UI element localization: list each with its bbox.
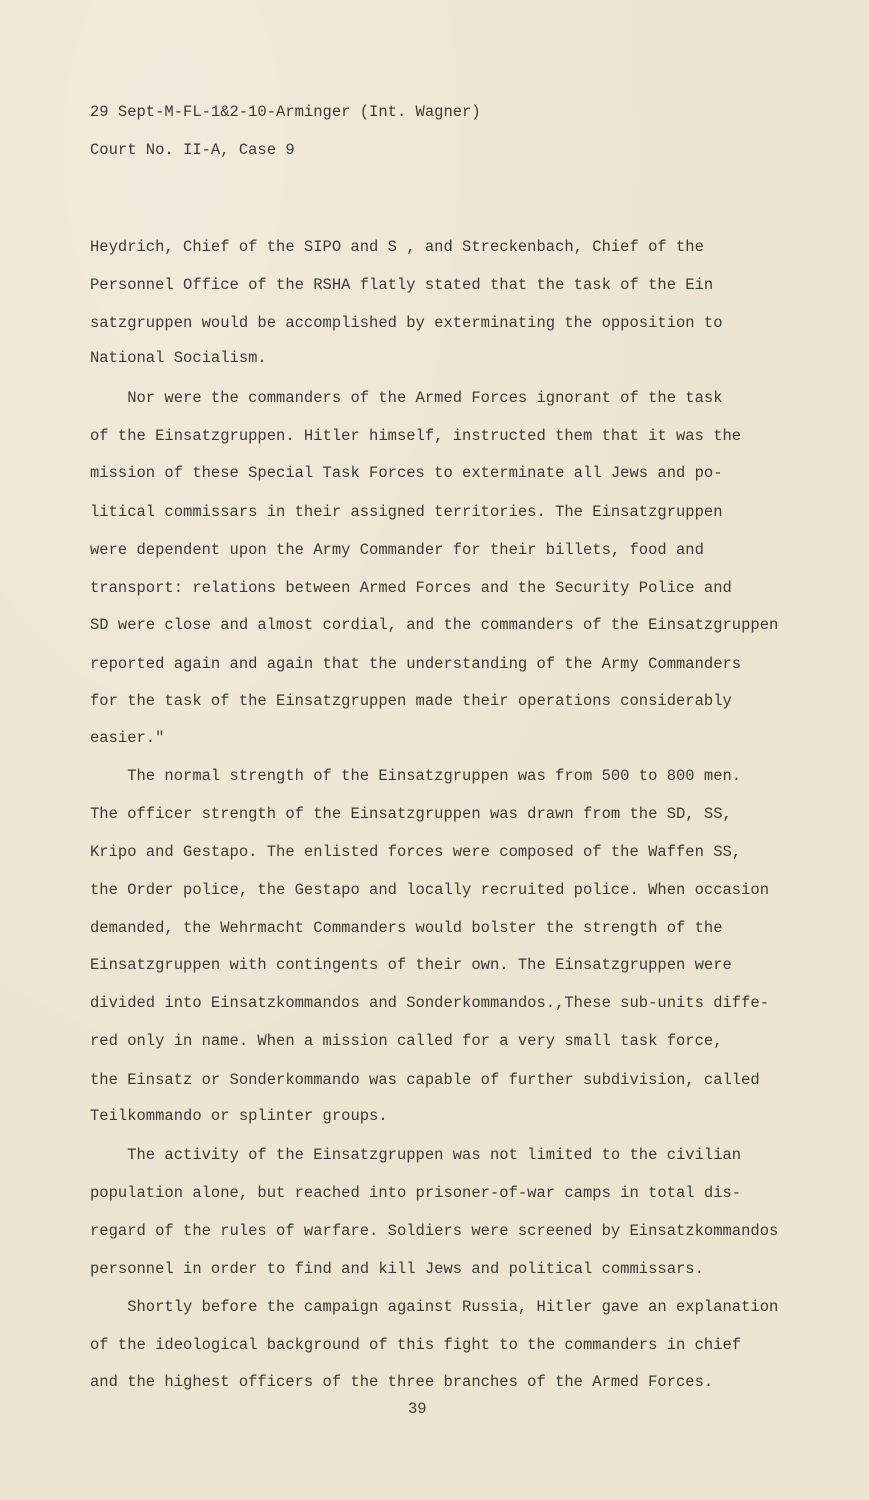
text-line: The activity of the Einsatzgruppen was not limited to the civilian xyxy=(90,1146,742,1164)
text-line: Personnel Office of the RSHA flatly stated that the task of the Ein xyxy=(90,276,714,294)
text-line: of the Einsatzgruppen. Hitler himself, instructed them that it was the xyxy=(90,427,742,445)
text-line: divided into Einsatzkommandos and Sonderkommandos.,These sub-units diffe- xyxy=(90,994,770,1012)
text-line: Shortly before the campaign against Russia, Hitler gave an explanation xyxy=(90,1298,779,1316)
text-line: Teilkommando or splinter groups. xyxy=(90,1107,388,1125)
text-line: population alone, but reached into prisoner-of-war camps in total dis- xyxy=(90,1184,742,1202)
text-line: personnel in order to find and kill Jews and political commissars. xyxy=(90,1260,704,1278)
text-line: litical commissars in their assigned territories. The Einsatzgruppen xyxy=(90,503,723,521)
court-case-line: Court No. II-A, Case 9 xyxy=(90,141,295,159)
text-line: The normal strength of the Einsatzgruppen was from 500 to 800 men. xyxy=(90,767,742,785)
text-line: easier." xyxy=(90,729,165,747)
text-line: reported again and again that the understanding of the Army Commanders xyxy=(90,655,742,673)
text-line: Nor were the commanders of the Armed Forces ignorant of the task xyxy=(90,389,723,407)
text-line: transport: relations between Armed Forces and the Security Police and xyxy=(90,579,732,597)
text-line: Heydrich, Chief of the SIPO and S , and Streckenbach, Chief of the xyxy=(90,238,704,256)
text-line: for the task of the Einsatzgruppen made their operations considerably xyxy=(90,692,732,710)
document-reference: 29 Sept-M-FL-1&2-10-Arminger (Int. Wagner) xyxy=(90,103,481,121)
text-line: The officer strength of the Einsatzgruppen was drawn from the SD, SS, xyxy=(90,805,732,823)
text-line: National Socialism. xyxy=(90,349,267,367)
text-line: mission of these Special Task Forces to exterminate all Jews and po- xyxy=(90,464,723,482)
text-line: the Order police, the Gestapo and locally recruited police. When occasion xyxy=(90,881,770,899)
text-line: Kripo and Gestapo. The enlisted forces were composed of the Waffen SS, xyxy=(90,843,742,861)
text-line: satzgruppen would be accomplished by exterminating the opposition to xyxy=(90,314,723,332)
text-line: red only in name. When a mission called for a very small task force, xyxy=(90,1032,723,1050)
page-number: 39 xyxy=(408,1400,427,1418)
text-line: of the ideological background of this fight to the commanders in chief xyxy=(90,1336,742,1354)
text-line: and the highest officers of the three branches of the Armed Forces. xyxy=(90,1373,714,1391)
text-line: the Einsatz or Sonderkommando was capable of further subdivision, called xyxy=(90,1071,760,1089)
text-line: were dependent upon the Army Commander for their billets, food and xyxy=(90,541,704,559)
text-line: Einsatzgruppen with contingents of their own. The Einsatzgruppen were xyxy=(90,956,732,974)
text-line: regard of the rules of warfare. Soldiers were screened by Einsatzkommandos xyxy=(90,1222,779,1240)
text-line: demanded, the Wehrmacht Commanders would bolster the strength of the xyxy=(90,919,723,937)
text-line: SD were close and almost cordial, and the commanders of the Einsatzgruppen xyxy=(90,616,779,634)
